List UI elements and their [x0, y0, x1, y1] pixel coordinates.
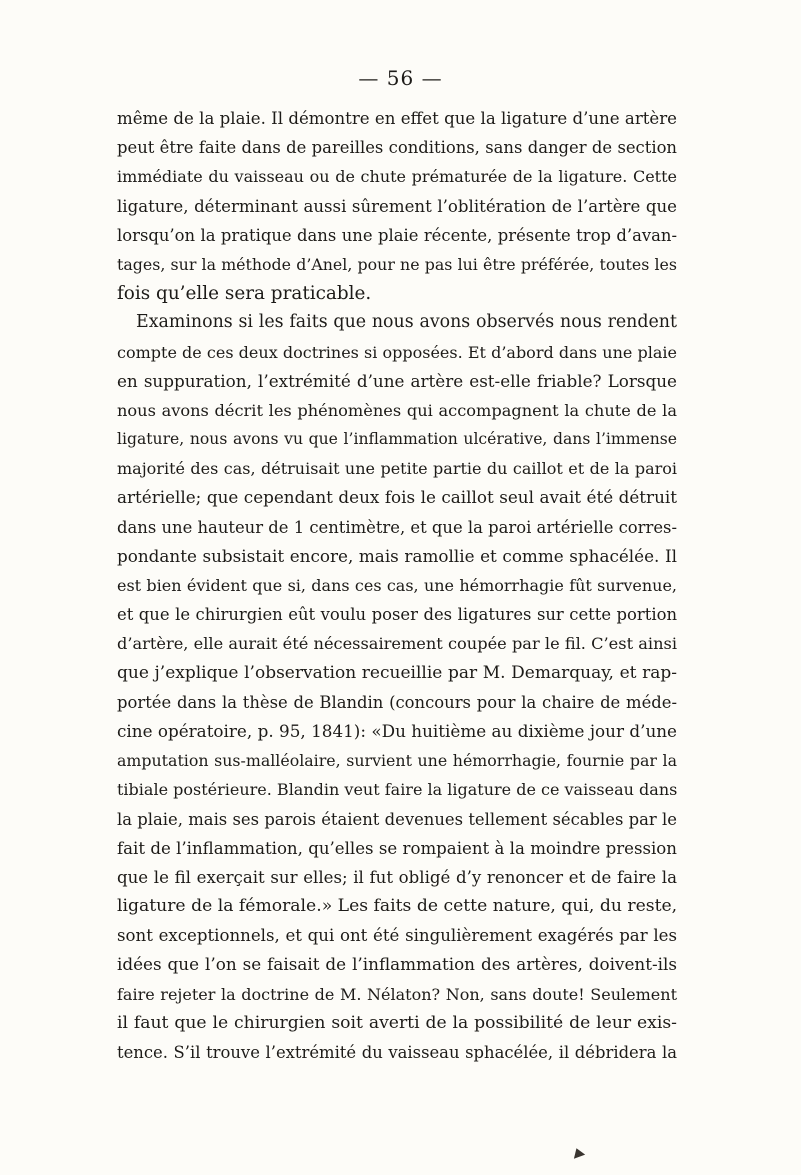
text-line: idées que l’on se faisait de l’inflammation des artères, doivent-ils [117, 954, 677, 975]
text-line: tence. S’il trouve l’extrémité du vaisseau sphacélée, il débridera la [117, 1043, 677, 1062]
text-line: tages, sur la méthode d’Anel, pour ne pas lui être préférée, toutes les [117, 254, 677, 274]
text-line: fois qu’elle sera praticable. [117, 283, 372, 305]
ink-speck [571, 1146, 585, 1159]
text-line: est bien évident que si, dans ces cas, une hémorrhagie fût survenue, [117, 576, 677, 595]
text-line: il faut que le chirurgien soit averti de la possibilité de leur exis- [117, 1012, 677, 1033]
text-line: artérielle; que cependant deux fois le caillot seul avait été détruit [117, 487, 677, 508]
text-line: que j’explique l’observation recueillie par M. Demarquay, et rap- [117, 662, 677, 683]
text-line: tibiale postérieure. Blandin veut faire la ligature de ce vaisseau dans [117, 780, 678, 800]
text-line: en suppuration, l’extrémité d’une artère est-elle friable? Lorsque [117, 370, 677, 391]
text-line: lorsqu’on la pratique dans une plaie récente, présente trop d’avan- [117, 225, 677, 245]
text-line: cine opératoire, p. 95, 1841): «Du huitième au dixième jour d’une [117, 720, 677, 741]
text-line: portée dans la thèse de Blandin (concours pour la chaire de méde- [117, 692, 677, 712]
text-line: fait de l’inflammation, qu’elles se rompaient à la moindre pression [117, 838, 677, 858]
text-line: pondante subsistait encore, mais ramollie et comme sphacélée. Il [117, 545, 677, 566]
text-line: compte de ces deux doctrines si opposées. Et d’abord dans une plaie [117, 342, 677, 362]
body-text [117, 104, 677, 1067]
text-line: même de la plaie. Il démontre en effet que la ligature d’une artère [117, 109, 677, 128]
text-line: que le fil exerçait sur elles; il fut obligé d’y renoncer et de faire la [117, 867, 677, 887]
text-line: faire rejeter la doctrine de M. Nélaton? Non, sans doute! Seulement [117, 984, 677, 1004]
text-line: d’artère, elle aurait été nécessairement coupée par le fil. C’est ainsi [117, 634, 677, 654]
text-line: nous avons décrit les phénomènes qui accompagnent la chute de la [117, 400, 677, 420]
text-line: immédiate du vaisseau ou de chute prématurée de la ligature. Cette [117, 167, 677, 187]
text-line: ligature de la fémorale.» Les faits de cette nature, qui, du reste, [117, 896, 678, 917]
text-line: amputation sus-malléolaire, survient une hémorrhagie, fournie par la [117, 751, 677, 771]
text-line: et que le chirurgien eût voulu poser des ligatures sur cette portion [117, 605, 677, 625]
page-number: — 56 — [358, 66, 443, 90]
text-line: la plaie, mais ses parois étaient devenues tellement sécables par le [117, 809, 677, 829]
text-line: ligature, nous avons vu que l’inflammation ulcérative, dans l’immense [117, 430, 677, 449]
text-line: peut être faite dans de pareilles conditions, sans danger de section [117, 138, 677, 158]
text-line: dans une hauteur de 1 centimètre, et que la paroi artérielle corres- [117, 517, 677, 537]
text-line: sont exceptionnels, et qui ont été singulièrement exagérés par les [117, 926, 677, 946]
text-line: Examinons si les faits que nous avons observés nous rendent [136, 312, 677, 333]
text-line: ligature, déterminant aussi sûrement l’oblitération de l’artère que [117, 196, 677, 216]
text-line: majorité des cas, détruisait une petite partie du caillot et de la paroi [117, 459, 677, 479]
